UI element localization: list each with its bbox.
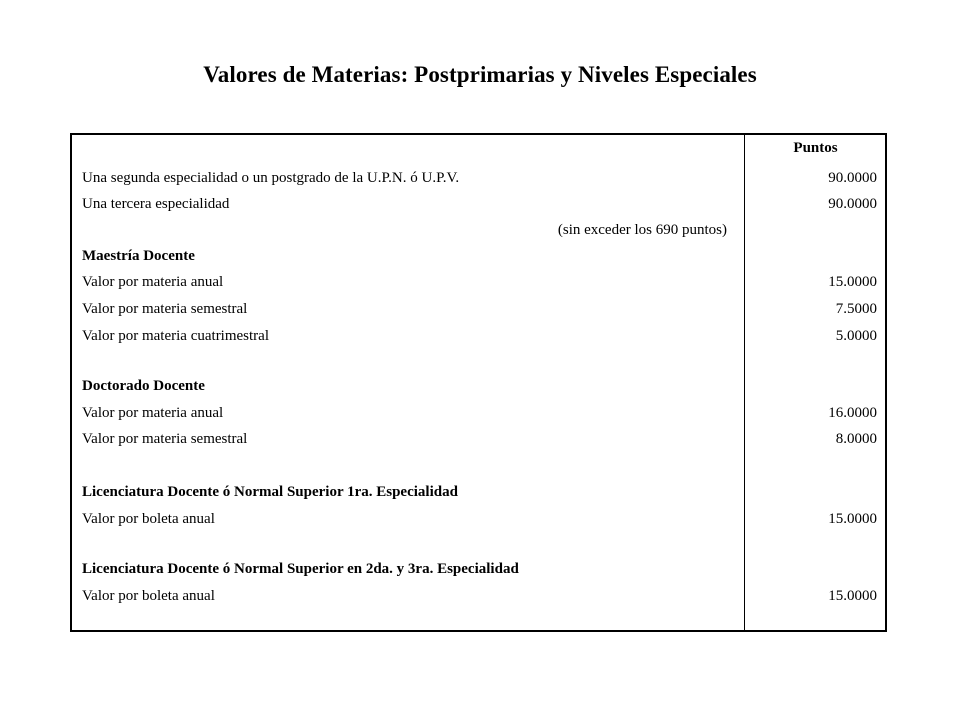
row-value: 16.0000 [828,405,877,421]
page-title: Valores de Materias: Postprimarias y Niveles Especiales [203,62,757,87]
row-value: 7.5000 [835,301,877,317]
row-value: 90.0000 [828,170,877,186]
row-label: Una tercera especialidad [82,196,230,212]
puntos-column-header: Puntos [793,140,838,156]
section-heading: Maestría Docente [82,248,195,264]
row-label: Valor por materia cuatrimestral [82,328,270,344]
row-label: Valor por materia anual [82,274,224,290]
row-label: Una segunda especialidad o un postgrado de la U.P.N. ó U.P.V. [82,170,460,186]
row-label: Valor por materia anual [82,405,224,421]
section-heading-row [82,378,877,404]
section-heading: Doctorado Docente [82,378,205,394]
table-row [82,588,877,614]
row-label: Valor por boleta anual [82,511,215,527]
row-value: 8.0000 [835,431,877,447]
table-row [82,328,877,354]
section-heading: Licenciatura Docente ó Normal Superior en 2da. y 3ra. Especialidad [82,561,519,577]
row-value: 5.0000 [835,328,877,344]
row-label: Valor por materia semestral [82,431,248,447]
row-value: 15.0000 [828,274,877,290]
section-heading-row [82,484,877,510]
table-row-note [82,222,877,248]
table-row [82,431,877,457]
row-label: Valor por boleta anual [82,588,215,604]
table-row [82,511,877,537]
row-note: (sin exceder los 690 puntos) [557,222,727,238]
row-value: 90.0000 [828,196,877,212]
table-row [82,405,877,431]
section-heading: Licenciatura Docente ó Normal Superior 1ra. Especialidad [82,484,458,500]
table-row [82,196,877,222]
section-heading-row [82,248,877,274]
table-row [82,301,877,327]
table-row [82,274,877,300]
row-value: 15.0000 [828,511,877,527]
section-heading-row [82,561,877,587]
row-value: 15.0000 [828,588,877,604]
table-row [82,170,877,196]
row-label: Valor por materia semestral [82,301,248,317]
